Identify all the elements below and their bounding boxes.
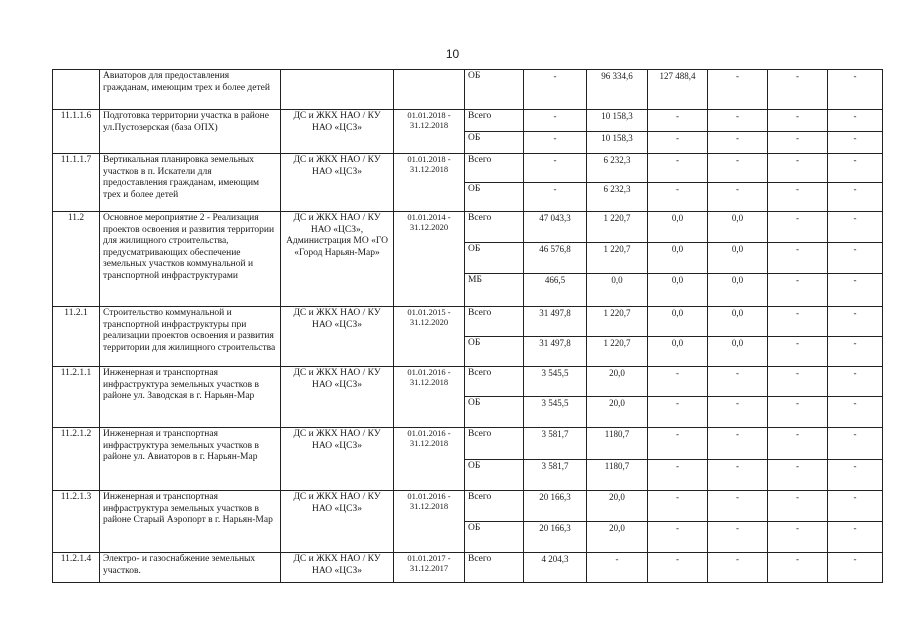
table-row xyxy=(53,110,883,132)
funding-amount: - xyxy=(648,491,708,522)
funding-source: МБ xyxy=(465,274,524,307)
measure-executor: ДС и ЖКХ НАО / КУ НАО «ЦСЗ» xyxy=(281,491,394,553)
funding-source: Всего xyxy=(465,212,524,243)
funding-source: ОБ xyxy=(465,522,524,553)
funding-amount: - xyxy=(708,367,768,397)
measure-period: 01.01.2016 - 31.12.2018 xyxy=(394,367,465,428)
funding-amount: - xyxy=(768,428,828,460)
measure-executor: ДС и ЖКХ НАО / КУ НАО «ЦСЗ» xyxy=(281,367,394,428)
funding-source: ОБ xyxy=(465,132,524,154)
measure-code: 11.2.1 xyxy=(53,307,100,367)
table-row xyxy=(53,553,883,583)
funding-amount: 20,0 xyxy=(587,397,648,428)
measure-name: Подготовка территории участка в районе ул.Пустозерская (база ОПХ) xyxy=(100,110,281,154)
table-row xyxy=(53,428,883,460)
table-row xyxy=(53,212,883,243)
measure-period: 01.01.2016 - 31.12.2018 xyxy=(394,491,465,553)
funding-amount: 3 581,7 xyxy=(524,460,587,491)
funding-amount: 6 232,3 xyxy=(587,154,648,183)
measure-executor xyxy=(281,70,394,110)
funding-amount: 47 043,3 xyxy=(524,212,587,243)
funding-amount: - xyxy=(708,553,768,583)
funding-amount: - xyxy=(648,460,708,491)
funding-amount: - xyxy=(648,367,708,397)
table-row xyxy=(53,154,883,183)
measure-name: Строительство коммунальной и транспортной инфраструктуры при реализации проектов освоения и развития территории для жилищного строительства xyxy=(100,307,281,367)
funding-amount: - xyxy=(828,460,883,491)
measure-code: 11.2.1.2 xyxy=(53,428,100,491)
funding-amount: 20 166,3 xyxy=(524,522,587,553)
funding-amount: - xyxy=(648,132,708,154)
measure-code: 11.2.1.1 xyxy=(53,367,100,428)
funding-source: Всего xyxy=(465,307,524,337)
funding-amount: - xyxy=(708,460,768,491)
funding-amount: - xyxy=(768,522,828,553)
funding-amount: - xyxy=(768,367,828,397)
budget-table-body xyxy=(53,70,883,583)
funding-amount: - xyxy=(828,243,883,274)
funding-amount: 4 204,3 xyxy=(524,553,587,583)
measure-name: Инженерная и транспортная инфраструктура земельных участков в районе ул. Заводская в г. Нарьян-Мар xyxy=(100,367,281,428)
funding-source: Всего xyxy=(465,154,524,183)
funding-amount: - xyxy=(768,397,828,428)
funding-amount: 3 581,7 xyxy=(524,428,587,460)
funding-amount: - xyxy=(768,243,828,274)
funding-source: ОБ xyxy=(465,183,524,212)
funding-amount: 20,0 xyxy=(587,491,648,522)
funding-source: Всего xyxy=(465,428,524,460)
measure-period: 01.01.2016 - 31.12.2018 xyxy=(394,428,465,491)
budget-table xyxy=(52,69,883,583)
funding-amount: 1180,7 xyxy=(587,428,648,460)
funding-amount: - xyxy=(768,553,828,583)
funding-source: Всего xyxy=(465,367,524,397)
measure-executor: ДС и ЖКХ НАО / КУ НАО «ЦСЗ» xyxy=(281,307,394,367)
funding-amount: 1 220,7 xyxy=(587,212,648,243)
measure-executor: ДС и ЖКХ НАО / КУ НАО «ЦСЗ» xyxy=(281,154,394,212)
funding-amount: 0,0 xyxy=(587,274,648,307)
measure-code: 11.2 xyxy=(53,212,100,307)
measure-code: 11.1.1.7 xyxy=(53,154,100,212)
funding-amount: 20,0 xyxy=(587,522,648,553)
funding-amount: - xyxy=(708,397,768,428)
funding-amount: 127 488,4 xyxy=(648,70,708,110)
table-row xyxy=(53,70,883,110)
funding-amount: - xyxy=(768,460,828,491)
funding-amount: - xyxy=(524,154,587,183)
funding-amount: 0,0 xyxy=(648,337,708,367)
funding-amount: 3 545,5 xyxy=(524,397,587,428)
measure-name: Авиаторов для предоставления гражданам, имеющим трех и более детей xyxy=(100,70,281,110)
funding-amount: 1 220,7 xyxy=(587,337,648,367)
measure-code: 11.1.1.6 xyxy=(53,110,100,154)
funding-amount: 6 232,3 xyxy=(587,183,648,212)
funding-amount: 1 220,7 xyxy=(587,307,648,337)
funding-amount: - xyxy=(828,183,883,212)
funding-amount: - xyxy=(768,70,828,110)
funding-amount: - xyxy=(648,397,708,428)
funding-amount: - xyxy=(587,553,648,583)
funding-source: ОБ xyxy=(465,70,524,110)
funding-amount: - xyxy=(828,491,883,522)
funding-amount: - xyxy=(828,367,883,397)
funding-amount: - xyxy=(648,553,708,583)
funding-amount: 1180,7 xyxy=(587,460,648,491)
funding-amount: - xyxy=(828,428,883,460)
funding-amount: - xyxy=(708,154,768,183)
page-number: 10 xyxy=(445,47,460,61)
funding-amount: - xyxy=(828,132,883,154)
funding-amount: - xyxy=(828,397,883,428)
funding-amount: 0,0 xyxy=(648,307,708,337)
funding-amount: 0,0 xyxy=(708,337,768,367)
funding-amount: - xyxy=(828,337,883,367)
funding-source: ОБ xyxy=(465,243,524,274)
funding-amount: - xyxy=(828,274,883,307)
table-row xyxy=(53,307,883,337)
funding-amount: 0,0 xyxy=(648,212,708,243)
funding-amount: - xyxy=(828,154,883,183)
funding-amount: - xyxy=(648,522,708,553)
measure-name: Инженерная и транспортная инфраструктура земельных участков в районе ул. Авиаторов в г. Нарьян-Мар xyxy=(100,428,281,491)
funding-amount: 20 166,3 xyxy=(524,491,587,522)
funding-amount: - xyxy=(708,522,768,553)
funding-amount: 20,0 xyxy=(587,367,648,397)
funding-amount: 10 158,3 xyxy=(587,110,648,132)
funding-amount: - xyxy=(708,183,768,212)
funding-amount: - xyxy=(768,274,828,307)
funding-amount: 0,0 xyxy=(648,243,708,274)
funding-amount: - xyxy=(828,522,883,553)
funding-amount: - xyxy=(768,337,828,367)
funding-amount: - xyxy=(768,491,828,522)
funding-amount: 0,0 xyxy=(708,243,768,274)
measure-period: 01.01.2018 - 31.12.2018 xyxy=(394,154,465,212)
funding-amount: - xyxy=(768,307,828,337)
funding-amount: - xyxy=(828,110,883,132)
funding-amount: 46 576,8 xyxy=(524,243,587,274)
funding-amount: - xyxy=(524,183,587,212)
funding-amount: 3 545,5 xyxy=(524,367,587,397)
funding-amount: - xyxy=(708,70,768,110)
funding-amount: - xyxy=(828,212,883,243)
funding-source: Всего xyxy=(465,110,524,132)
funding-amount: - xyxy=(524,110,587,132)
funding-amount: - xyxy=(768,132,828,154)
funding-amount: 31 497,8 xyxy=(524,337,587,367)
funding-amount: - xyxy=(648,110,708,132)
measure-code: 11.2.1.4 xyxy=(53,553,100,583)
funding-amount: 0,0 xyxy=(648,274,708,307)
measure-code xyxy=(53,70,100,110)
funding-amount: - xyxy=(524,70,587,110)
funding-amount: 96 334,6 xyxy=(587,70,648,110)
funding-amount: - xyxy=(708,110,768,132)
measure-executor: ДС и ЖКХ НАО / КУ НАО «ЦСЗ» xyxy=(281,110,394,154)
funding-amount: - xyxy=(828,70,883,110)
measure-executor: ДС и ЖКХ НАО / КУ НАО «ЦСЗ» xyxy=(281,428,394,491)
measure-period: 01.01.2017 - 31.12.2017 xyxy=(394,553,465,583)
measure-period: 01.01.2014 - 31.12.2020 xyxy=(394,212,465,307)
funding-amount: 31 497,8 xyxy=(524,307,587,337)
funding-source: ОБ xyxy=(465,460,524,491)
funding-amount: - xyxy=(708,132,768,154)
funding-amount: 466,5 xyxy=(524,274,587,307)
measure-period xyxy=(394,70,465,110)
funding-amount: - xyxy=(768,154,828,183)
measure-executor: ДС и ЖКХ НАО / КУ НАО «ЦСЗ» xyxy=(281,553,394,583)
funding-source: Всего xyxy=(465,491,524,522)
measure-name: Вертикальная планировка земельных участков в п. Искатели для предоставления гражданам, имеющим трех и более детей xyxy=(100,154,281,212)
funding-amount: 10 158,3 xyxy=(587,132,648,154)
funding-amount: - xyxy=(708,428,768,460)
funding-amount: - xyxy=(648,428,708,460)
measure-executor: ДС и ЖКХ НАО / КУ НАО «ЦСЗ», Администрация МО «ГО «Город Нарьян-Мар» xyxy=(281,212,394,307)
funding-source: Всего xyxy=(465,553,524,583)
funding-amount: - xyxy=(648,154,708,183)
funding-amount: 1 220,7 xyxy=(587,243,648,274)
funding-amount: 0,0 xyxy=(708,274,768,307)
measure-period: 01.01.2018 - 31.12.2018 xyxy=(394,110,465,154)
measure-period: 01.01.2015 - 31.12.2020 xyxy=(394,307,465,367)
funding-source: ОБ xyxy=(465,397,524,428)
funding-amount: 0,0 xyxy=(708,307,768,337)
funding-amount: - xyxy=(828,307,883,337)
table-row xyxy=(53,367,883,397)
funding-source: ОБ xyxy=(465,337,524,367)
funding-amount: - xyxy=(768,110,828,132)
measure-name: Электро- и газоснабжение земельных участков. xyxy=(100,553,281,583)
funding-amount: - xyxy=(768,212,828,243)
measure-name: Основное мероприятие 2 - Реализация проектов освоения и развития территории для жилищного строительства, предусматривающих обеспечение земельных участков коммунальной и транспортной инфраструктурами xyxy=(100,212,281,307)
funding-amount: 0,0 xyxy=(708,212,768,243)
table-row xyxy=(53,491,883,522)
measure-code: 11.2.1.3 xyxy=(53,491,100,553)
funding-amount: - xyxy=(648,183,708,212)
funding-amount: - xyxy=(524,132,587,154)
funding-amount: - xyxy=(828,553,883,583)
measure-name: Инженерная и транспортная инфраструктура земельных участков в районе Старый Аэропорт в г. Нарьян-Мар xyxy=(100,491,281,553)
funding-amount: - xyxy=(768,183,828,212)
funding-amount: - xyxy=(708,491,768,522)
